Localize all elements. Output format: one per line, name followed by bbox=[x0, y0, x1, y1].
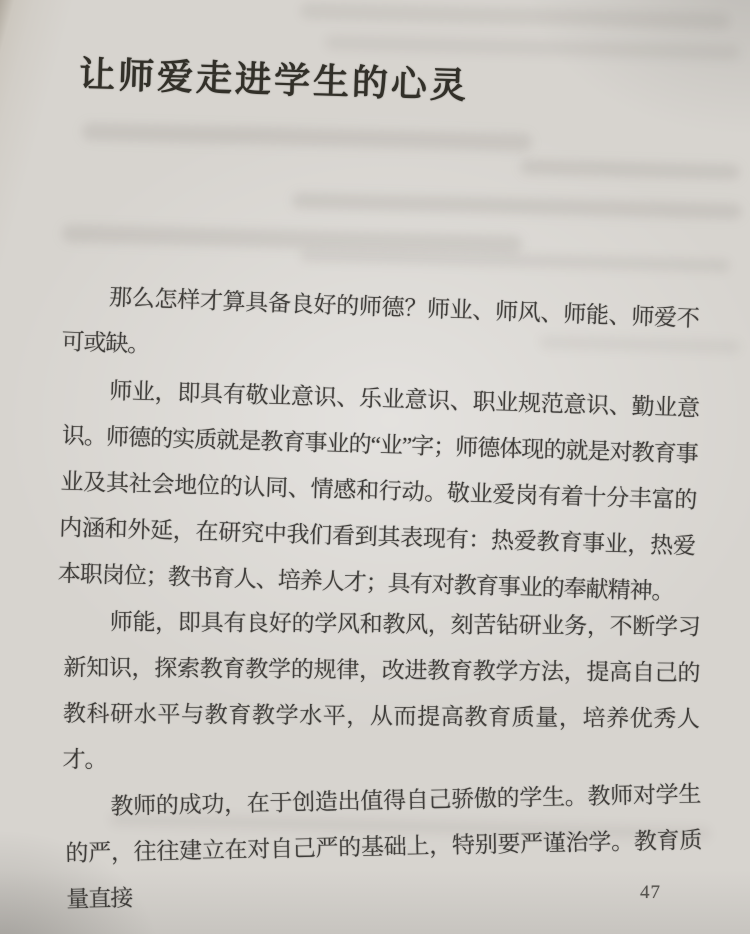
paragraph: 那么怎样才算具备良好的师德？师业、师风、师能、师爱不可或缺。 bbox=[61, 284, 700, 358]
page-content bbox=[57, 46, 702, 925]
paragraph: 师能，即具有良好的学风和教风，刻苦钻研业务，不断学习新知识，探索教育教学的规律，改进教育教学方法，提高自己的教科研水平与教育教学水平，从而提高教育质量，培养优秀人才。 bbox=[62, 609, 700, 773]
paragraph: 教师的成功，在于创造出值得自己骄傲的学生。教师对学生的严，往往建立在对自己严的基础上，特别要严谨治学。教育质量直接 bbox=[65, 781, 702, 912]
page-number: 47 bbox=[640, 882, 661, 903]
bleed-through-line bbox=[300, 3, 730, 30]
page-title: 让师爱走进学生的心灵 bbox=[78, 54, 470, 107]
paragraph: 师业，即具有敬业意识、乐业意识、职业规范意识、勤业意识。师德的实质就是教育事业的“业”字；师德体现的就是对教育事业及其社会地位的认同、情感和行动。敬业爱岗有着十分丰富的内涵和外延，在研究中我们看到其表现有：热爱教育事业，热爱本职岗位；教书育人、培养人才；具有对教育事业的奉献精神。 bbox=[57, 378, 700, 605]
